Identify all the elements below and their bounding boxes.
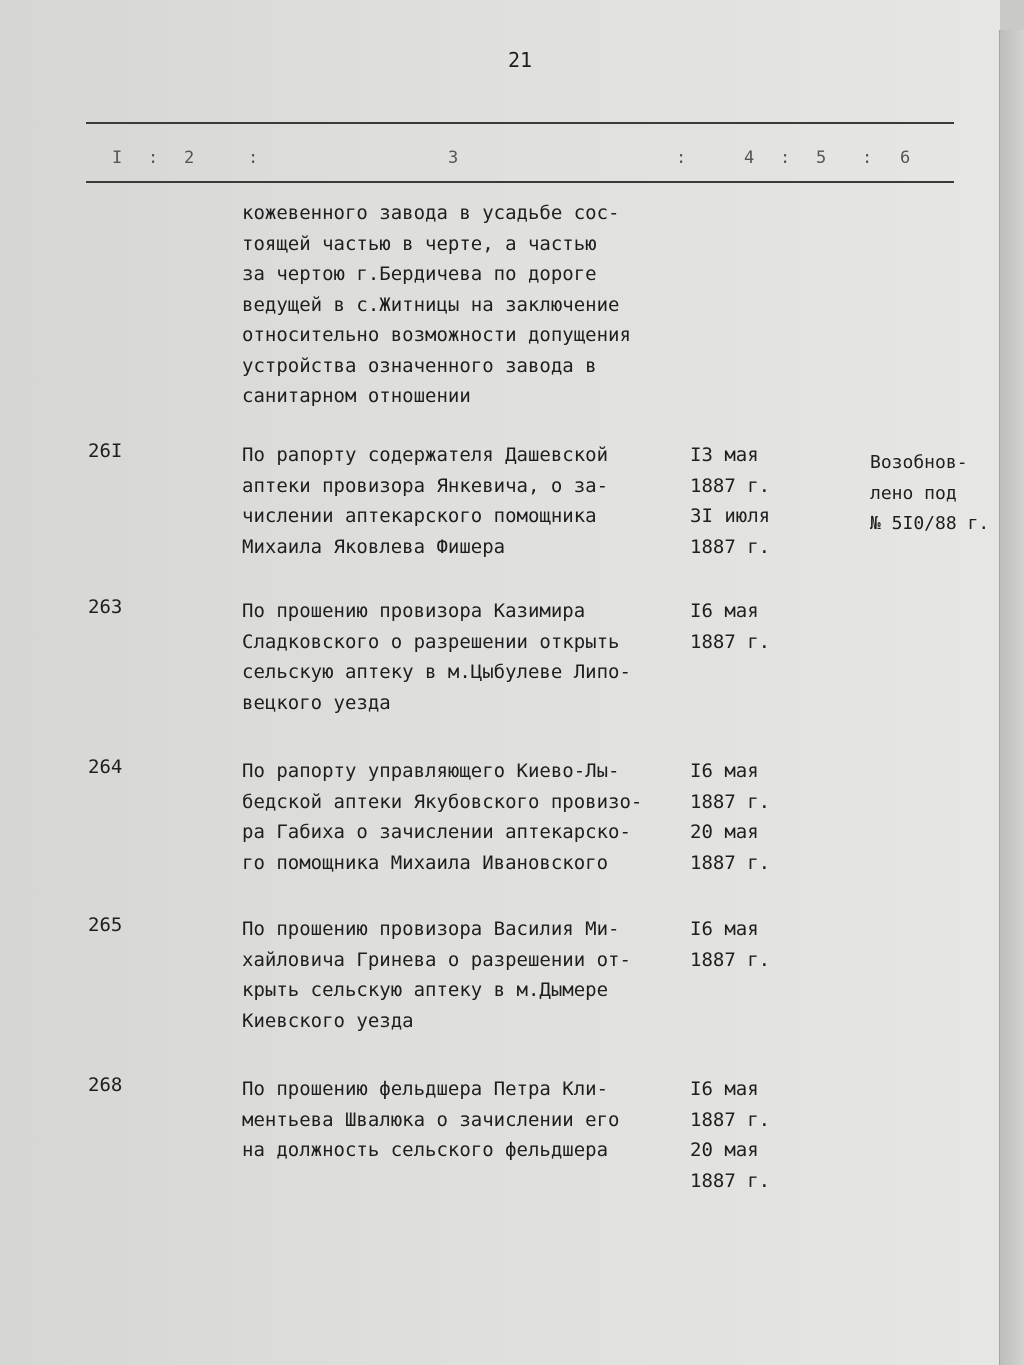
entry-date: I6 мая <box>690 918 759 940</box>
column-header-2: 2 <box>184 148 195 168</box>
entry-number: 268 <box>88 1074 123 1096</box>
column-separator: : <box>148 148 159 168</box>
entry-date: 3I июля <box>690 505 771 527</box>
entry-description: По прошению провизора Казимира Сладковского о разрешении открыть сельскую аптеку в м.Цыбулеве Липо- вецкого уезда <box>242 600 631 714</box>
entry-date: 1887 г. <box>690 1108 771 1131</box>
entry-number: 263 <box>88 596 123 618</box>
page-edge <box>999 30 1024 1365</box>
entry-description: По прошению фельдшера Петра Кли- ментьева Швалюка о зачислении его на должность сельского фельдшера <box>242 1078 620 1161</box>
column-header-5: 5 <box>816 148 827 168</box>
page-number: 21 <box>508 48 533 72</box>
entry-date: 1887 г. <box>690 790 771 813</box>
entry-number: 265 <box>88 914 123 936</box>
entry-date: I6 мая <box>690 760 759 782</box>
entry-date: 1887 г. <box>690 1169 771 1192</box>
entry-dates <box>690 1074 770 1196</box>
entry-dates <box>690 596 770 657</box>
column-header-6: 6 <box>900 148 911 168</box>
entry-description: По рапорту управляющего Киево-Лы- бедской аптеки Якубовского провизо- ра Габиха о зачислении аптекарско- го помощника Михаила Ивановского <box>242 760 643 874</box>
entry-date: I6 мая <box>690 1078 759 1100</box>
entry-dates <box>690 756 770 878</box>
entry-date: 20 мая <box>690 1139 759 1161</box>
column-header-1: I <box>112 148 123 168</box>
entry-dates <box>690 440 770 562</box>
entry-number: 26I <box>88 440 123 462</box>
entry-description: По рапорту содержателя Дашевской аптеки провизора Янкевича, о за- числении аптекарского помощника Михаила Яковлева Фишера <box>242 444 609 558</box>
entry-date: 1887 г. <box>690 474 771 497</box>
entry-note: Возобнов- лено под № 5I0/88 г. <box>870 452 990 534</box>
entry-description: кожевенного завода в усадьбе сос- тоящей частью в черте, а частью за чертою г.Бердичева по дороге ведущей в с.Житницы на заключение относительно возможности допущения устройства означенного завода в санитарном отношении <box>242 202 631 407</box>
entry-date: I6 мая <box>690 600 759 622</box>
column-header-3: 3 <box>448 148 459 168</box>
entry-number: 264 <box>88 756 123 778</box>
column-separator: : <box>862 148 873 168</box>
entry-description: По прошению провизора Василия Ми- хайловича Гринева о разрешении от- крыть сельскую аптеку в м.Дымере Киевского уезда <box>242 918 631 1032</box>
entry-dates <box>690 914 770 975</box>
column-separator: : <box>248 148 259 168</box>
column-separator: : <box>780 148 791 168</box>
entry-date: 20 мая <box>690 821 759 843</box>
header-bottom-rule <box>86 181 954 183</box>
entry-date: 1887 г. <box>690 948 771 971</box>
header-top-rule <box>86 122 954 124</box>
entry-date: 1887 г. <box>690 535 771 558</box>
column-header-4: 4 <box>744 148 755 168</box>
entry-date: I3 мая <box>690 444 759 466</box>
entry-date: 1887 г. <box>690 851 771 874</box>
column-separator: : <box>676 148 687 168</box>
entry-date: 1887 г. <box>690 630 771 653</box>
